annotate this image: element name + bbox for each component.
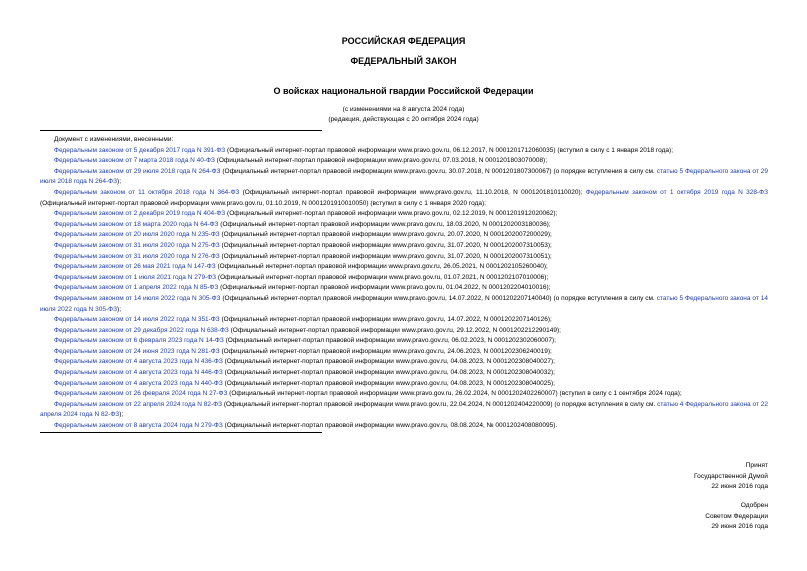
- amendment-law-link[interactable]: Федеральным законом от 22 апреля 2024 года N 82-ФЗ: [54, 400, 223, 408]
- amendment-item: [40, 273, 768, 284]
- document-title: О войсках национальной гвардии Российской Федерации: [273, 86, 534, 96]
- amendment-source-text: (Официальный интернет-портал правовой информации www.pravo.gov.ru, 31.07.2020, N 0001202007310051);: [219, 252, 552, 260]
- amendment-item: [40, 252, 768, 263]
- amendment-item: [40, 262, 768, 273]
- amendment-item: [40, 209, 768, 220]
- council-approval-block: [705, 501, 768, 533]
- separator-top: [40, 130, 322, 131]
- amendment-source-text: (Официальный интернет-портал правовой информации www.pravo.gov.ru, 02.12.2019, N 0001201912020062);: [225, 210, 558, 218]
- amendment-law-link[interactable]: Федеральным законом от 7 марта 2018 года N 40-ФЗ: [54, 157, 215, 165]
- amendment-source-text: (Официальный интернет-портал правовой информации www.pravo.gov.ru, 04.08.2023, N 0001202308040032);: [222, 369, 555, 377]
- amendment-reference-link[interactable]: статью 5 Федерального закона от 14 июля 2022 года N 305-ФЗ: [40, 294, 768, 313]
- amendment-law-link[interactable]: Федеральным законом от 4 августа 2023 года N 440-ФЗ: [54, 379, 223, 387]
- amendment-item: [40, 230, 768, 241]
- amendment-source-text: (Официальный интернет-портал правовой информации www.pravo.gov.ru, 06.02.2023, N 0001202302060007);: [223, 337, 556, 345]
- amendment-item: [40, 326, 768, 337]
- council-line-1: Одобрен: [740, 502, 768, 509]
- amendment-law-link[interactable]: Федеральным законом от 26 мая 2021 года N 147-ФЗ: [54, 263, 216, 271]
- amendment-trailing-text: (Официальный интернет-портал правовой информации www.pravo.gov.ru, 01.10.2019, N 0001201910010050) (вступил в силу с 1 января 2020 года);: [40, 199, 486, 207]
- edition-note: (редакция, действующая с 20 октября 2024 года): [328, 116, 479, 123]
- amendment-item: [40, 188, 768, 209]
- amendment-trailing-text: );: [117, 178, 122, 186]
- amendment-law-link[interactable]: Федеральным законом от 1 апреля 2022 года N 85-ФЗ: [54, 284, 219, 292]
- amendments-intro: Документ с изменениями, внесенными:: [54, 136, 174, 143]
- amendment-trailing-text: );: [119, 411, 124, 419]
- amendment-item: [40, 283, 768, 294]
- amendment-item: [40, 357, 768, 368]
- amendment-source-text: (Официальный интернет-портал правовой информации www.pravo.gov.ru, 04.08.2023, N 0001202308040027);: [222, 358, 555, 366]
- amendment-law-link[interactable]: Федеральным законом от 5 декабря 2017 года N 391-ФЗ: [54, 146, 226, 154]
- amendment-source-text: (Официальный интернет-портал правовой информации www.pravo.gov.ru, 26.05.2021, N 0001202105260040);: [215, 263, 548, 271]
- changes-note: (с изменениями на 8 августа 2024 года): [342, 106, 465, 113]
- amendment-law-link[interactable]: Федеральным законом от 8 августа 2024 года N 279-ФЗ: [54, 422, 223, 430]
- amendment-source-text: (Официальный интернет-портал правовой информации www.pravo.gov.ru, 01.07.2021, N 0001202107010006);: [216, 273, 549, 281]
- amendment-item: [40, 167, 768, 188]
- amendment-source-text: (Официальный интернет-портал правовой информации www.pravo.gov.ru, 26.02.2024, N 0001202402260007) (вступил в силу с 1 сентября 2024 года);: [227, 390, 682, 398]
- amendment-source-text: (Официальный интернет-портал правовой информации www.pravo.gov.ru, 24.06.2023, N 0001202306240019);: [219, 347, 552, 355]
- amendments-list: [40, 135, 768, 432]
- amendment-item: [40, 389, 768, 400]
- amendment-item: [40, 315, 768, 326]
- amendment-law-link[interactable]: Федеральным законом от 18 марта 2020 года N 64-ФЗ: [54, 220, 219, 228]
- amendment-reference-link[interactable]: статью 5 Федерального закона от 29 июля 2018 года N 264-ФЗ: [40, 167, 768, 186]
- amendment-source-text: (Официальный интернет-портал правовой информации www.pravo.gov.ru, 01.04.2022, N 0001202204010016);: [218, 284, 551, 292]
- amendment-item: [40, 400, 768, 421]
- amendment-law-link[interactable]: Федеральным законом от 29 декабря 2022 года N 638-ФЗ: [54, 326, 229, 334]
- document-type-heading: ФЕДЕРАЛЬНЫЙ ЗАКОН: [350, 56, 457, 66]
- amendment-source-text: (Официальный интернет-портал правовой информации www.pravo.gov.ru, 11.10.2018, N 0001201810110020);: [239, 188, 586, 196]
- amendment-source-text: (Официальный интернет-портал правовой информации www.pravo.gov.ru, 18.03.2020, N 0001202003180036);: [218, 220, 551, 228]
- amendment-law-link[interactable]: Федеральным законом от 26 февраля 2024 года N 27-ФЗ: [54, 390, 228, 398]
- amendment-law-link[interactable]: Федеральным законом от 24 июня 2023 года N 281-ФЗ: [54, 347, 220, 355]
- amendment-law-link[interactable]: Федеральным законом от 4 августа 2023 года N 446-ФЗ: [54, 369, 223, 377]
- amendment-item: [40, 368, 768, 379]
- amendment-source-text: (Официальный интернет-портал правовой информации www.pravo.gov.ru, 06.12.2017, N 0001201712060035) (вступил в силу с 1 января 2018 года);: [225, 146, 673, 154]
- duma-adoption-block: [694, 461, 768, 493]
- duma-line-2: Государственной Думой: [694, 472, 768, 480]
- amendment-source-text: (Официальный интернет-портал правовой информации www.pravo.gov.ru, 20.07.2020, N 0001202007200029);: [219, 231, 552, 239]
- amendment-source-text: (Официальный интернет-портал правовой информации www.pravo.gov.ru, 31.07.2020, N 0001202007310053);: [219, 241, 552, 249]
- amendment-law-link[interactable]: Федеральным законом от 14 июля 2022 года N 305-ФЗ: [54, 294, 221, 302]
- amendment-law-link[interactable]: Федеральным законом от 29 июля 2018 года N 264-ФЗ: [54, 167, 221, 175]
- amendment-law-link[interactable]: Федеральным законом от 4 августа 2023 года N 436-ФЗ: [54, 358, 223, 366]
- amendment-source-text: (Официальный интернет-портал правовой информации www.pravo.gov.ru, 14.07.2022, N 0001202207140040) (о порядке вступления в силу см.: [220, 294, 657, 302]
- amendment-item: [40, 294, 768, 315]
- amendment-item: [40, 379, 768, 390]
- duma-line-3: 22 июня 2016 года: [711, 483, 768, 490]
- amendment-reference-link[interactable]: статью 4 Федерального закона от 22 апреля 2024 года N 82-ФЗ: [40, 400, 769, 419]
- amendment-law-link[interactable]: Федеральным законом от 31 июля 2020 года N 276-ФЗ: [54, 252, 220, 260]
- amendment-source-text: (Официальный интернет-портал правовой информации www.pravo.gov.ru, 22.04.2024, N 0001202404220009) (о порядке вступления в силу см.: [222, 400, 658, 408]
- amendment-source-text: (Официальный интернет-портал правовой информации www.pravo.gov.ru, 30.07.2018, N 0001201807300067) (о порядке вступления в силу см.: [220, 167, 657, 175]
- amendment-item: [40, 156, 768, 167]
- amendment-item: [40, 146, 768, 157]
- amendment-reference-link[interactable]: Федеральным законом от 1 октября 2019 года N 328-ФЗ: [585, 188, 768, 196]
- council-line-2: Советом Федерации: [705, 512, 768, 520]
- amendment-law-link[interactable]: Федеральным законом от 31 июля 2020 года N 275-ФЗ: [54, 241, 220, 249]
- amendment-source-text: (Официальный интернет-портал правовой информации www.pravo.gov.ru, 04.08.2023, N 0001202308040025);: [222, 379, 555, 387]
- amendment-source-text: (Официальный интернет-портал правовой информации www.pravo.gov.ru, 07.03.2018, N 0001201803070008);: [214, 157, 548, 165]
- amendment-source-text: (Официальный интернет-портал правовой информации www.pravo.gov.ru, 08.08.2024, № 0001202408080095).: [222, 422, 558, 430]
- council-line-3: 29 июня 2016 года: [711, 523, 768, 530]
- amendment-item: [40, 336, 768, 347]
- amendment-source-text: (Официальный интернет-портал правовой информации www.pravo.gov.ru, 29.12.2022, N 0001202212290149);: [228, 326, 561, 334]
- amendment-item: [40, 241, 768, 252]
- amendment-law-link[interactable]: Федеральным законом от 2 декабря 2019 года N 404-ФЗ: [54, 210, 226, 218]
- amendment-law-link[interactable]: Федеральным законом от 11 октября 2018 года N 364-ФЗ: [54, 188, 240, 196]
- amendment-law-link[interactable]: Федеральным законом от 6 февраля 2023 года N 14-ФЗ: [54, 337, 224, 345]
- amendment-item: [40, 220, 768, 231]
- amendment-item: [40, 347, 768, 358]
- amendment-law-link[interactable]: Федеральным законом от 20 июля 2020 года N 235-ФЗ: [54, 231, 220, 239]
- separator-bottom: [40, 432, 322, 433]
- country-heading: РОССИЙСКАЯ ФЕДЕРАЦИЯ: [341, 36, 466, 46]
- amendment-law-link[interactable]: Федеральным законом от 14 июля 2022 года N 351-ФЗ: [54, 316, 220, 324]
- amendment-trailing-text: );: [117, 305, 122, 313]
- amendment-item: [40, 421, 768, 432]
- duma-line-1: Принят: [745, 462, 768, 469]
- amendment-source-text: (Официальный интернет-портал правовой информации www.pravo.gov.ru, 14.07.2022, N 0001202207140126);: [219, 316, 552, 324]
- amendment-law-link[interactable]: Федеральным законом от 1 июля 2021 года N 279-ФЗ: [54, 273, 217, 281]
